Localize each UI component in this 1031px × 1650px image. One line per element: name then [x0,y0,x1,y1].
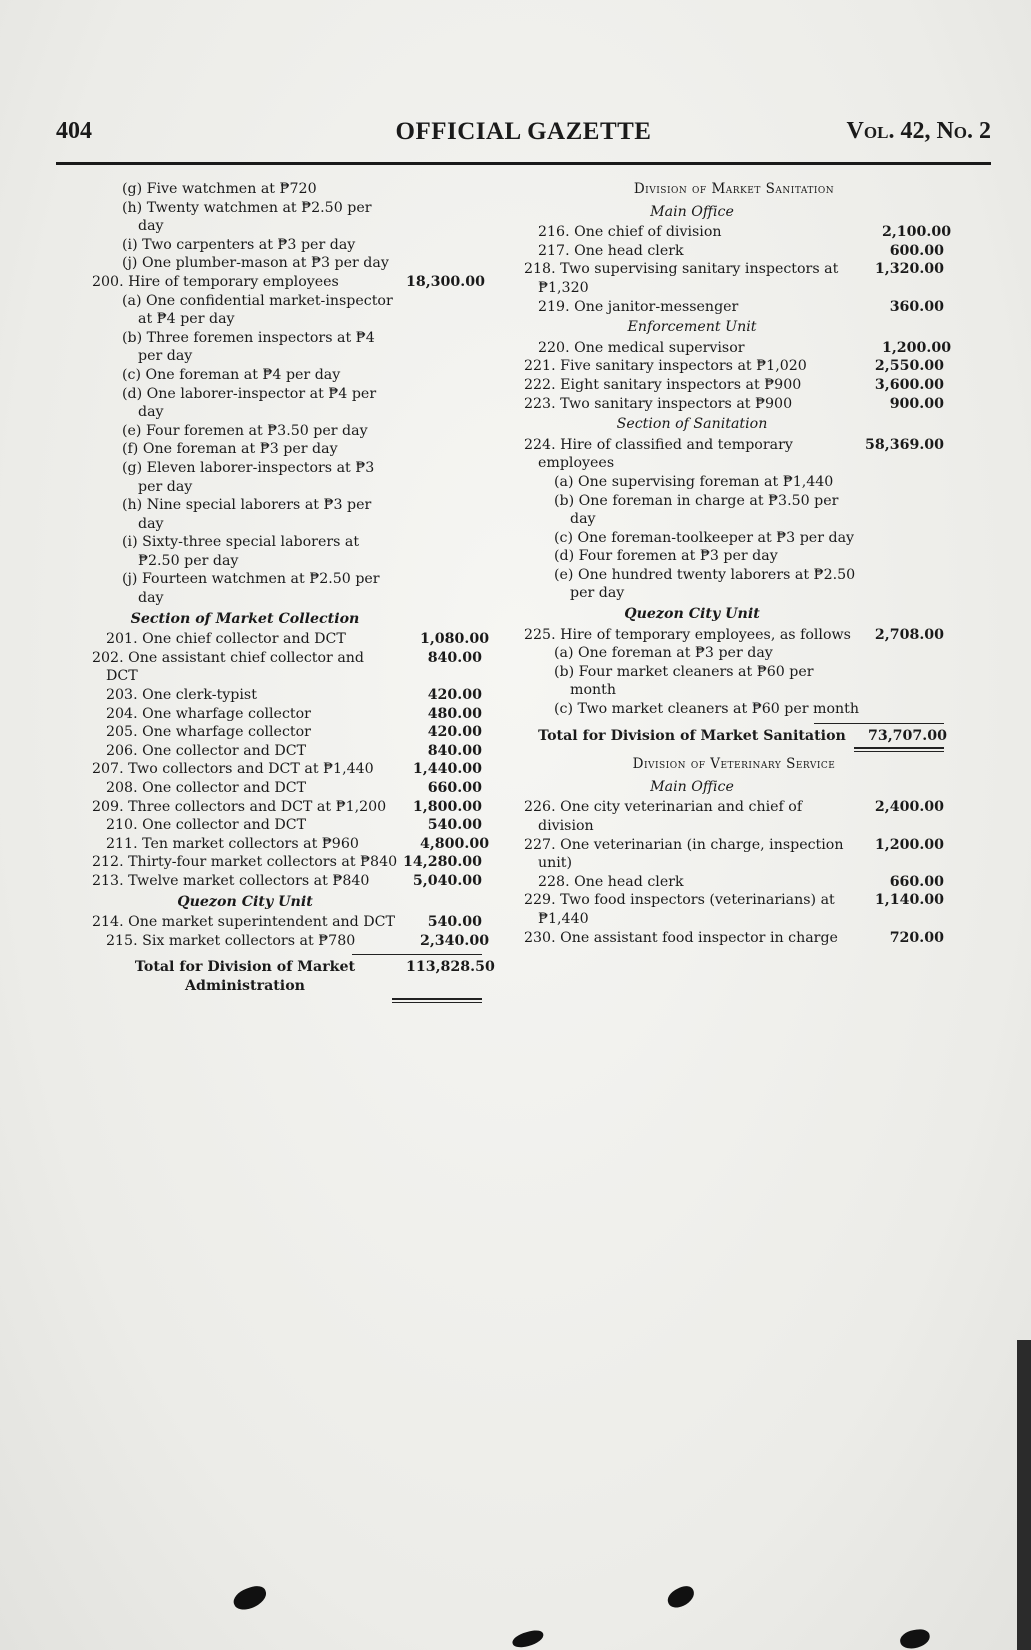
line-item: 211. Ten market collectors at ₱960 4,800.00 [106,835,490,852]
office-heading: Main Office [650,203,734,220]
sub-item: (c) One foreman at ₱4 per day [122,366,341,383]
ink-blot [231,1583,270,1613]
sub-item: (i) Sixty-three special laborers at ₱2.50 per day [122,534,360,569]
line-item: 213. Twelve market collectors at ₱840 5,040.00 [92,872,482,889]
line-item: 215. Six market collectors at ₱780 2,340.00 [106,932,490,949]
line-item: 209. Three collectors and DCT at ₱1,200 1,800.00 [92,798,482,815]
unit-heading: Quezon City Unit [624,606,760,623]
line-item: 202. One assistant chief collector and DCT 840.00 [92,649,482,685]
item-200: 200. Hire of temporary employees 18,300.00 [92,273,485,290]
line-item: 223. Two sanitary inspectors at ₱900 900.00 [524,395,944,412]
amount: 18,300.00 [406,273,485,290]
unit-heading: Quezon City Unit [177,893,313,910]
office-heading: Main Office [650,778,734,795]
line-item: 221. Five sanitary inspectors at ₱1,020 2,550.00 [524,358,944,375]
sub-item: (d) Four foremen at ₱3 per day [554,548,778,565]
page-number: 404 [56,118,92,144]
sub-item: (a) One confidential market-inspector at ₱4 per day [122,292,393,328]
line-item: 207. Two collectors and DCT at ₱1,440 1,440.00 [92,761,482,778]
sub-item: (b) Three foremen inspectors at ₱4 per day [122,329,375,365]
division-heading: Division of Market Sanitation [633,181,835,197]
line-item: 220. One medical supervisor 1,200.00 [538,339,952,356]
line-item: 217. One head clerk 600.00 [538,242,944,259]
header-rule [56,162,991,165]
item-224: 224. Hire of classified and temporary employees 58,369.00 [524,436,944,472]
line-item: 226. One city veterinarian and chief of division 2,400.00 [524,799,944,834]
division-total: Total for Division of Market Sanitation 73,707.00 [538,727,947,744]
line-item: 229. Two food inspectors (veterinarians) at ₱1,440 1,140.00 [524,892,944,927]
line-item: 228. One head clerk 660.00 [538,873,944,890]
ink-blot [511,1628,546,1650]
sub-item: (c) Two market cleaners at ₱60 per month [554,701,860,718]
line-item: 222. Eight sanitary inspectors at ₱900 3,600.00 [524,376,944,393]
line-item: 214. One market superintendent and DCT 540.00 [92,914,482,931]
double-rule [524,745,944,755]
publication-title: OFFICIAL GAZETTE [395,118,652,145]
sub-item: (a) One foreman at ₱3 per day [554,645,773,662]
line-item: (g) Five watchmen at ₱720 [122,181,317,197]
sub-item: (b) Four market cleaners at ₱60 per month [554,663,814,699]
line-item: 216. One chief of division 2,100.00 [538,224,952,241]
left-column [92,180,495,1006]
line-item: (i) Two carpenters at ₱3 per day [122,236,356,253]
sub-item: (e) Four foremen at ₱3.50 per day [122,422,368,439]
line-item: 205. One wharfage collector 420.00 [106,724,482,741]
sub-item: (c) One foreman-toolkeeper at ₱3 per day [554,529,855,546]
volume-number: Vol. 42, No. 2 [846,118,991,144]
division-heading: Division of Veterinary Service [632,756,836,773]
sub-item: (h) Nine special laborers at ₱3 per day [122,497,372,532]
scan-edge-shadow [1017,1340,1031,1650]
line-item: 208. One collector and DCT 660.00 [106,780,482,796]
item-225: 225. Hire of temporary employees, as follows 2,708.00 [524,626,944,643]
ink-blot [899,1628,932,1650]
sub-item: (b) One foreman in charge at ₱3.50 per day [554,492,839,528]
double-rule [92,996,482,1006]
division-total: Total for Division of Market Administration 113,828.50 [134,959,495,994]
right-column [524,180,952,947]
line-item: 219. One janitor-messenger 360.00 [538,298,944,315]
sub-item: (g) Eleven laborer-inspectors at ₱3 per day [122,459,375,495]
page-header [56,118,991,158]
line-item: 218. Two supervising sanitary inspectors at ₱1,320 1,320.00 [524,261,944,296]
sub-item: (e) One hundred twenty laborers at ₱2.50 per day [554,566,856,602]
sub-item: (f) One foreman at ₱3 per day [122,441,338,458]
ink-blot [665,1583,698,1611]
line-item: 227. One veterinarian (in charge, inspection unit) 1,200.00 [524,836,944,872]
line-item: 210. One collector and DCT 540.00 [106,817,482,834]
line-item: 201. One chief collector and DCT 1,080.00 [106,631,490,648]
total-amount: 73,707.00 [868,727,947,744]
line-item: 206. One collector and DCT 840.00 [106,742,482,759]
total-rule [92,950,482,958]
line-item: (h) Twenty watchmen at ₱2.50 per day [122,199,372,235]
total-amount: 113,828.50 [406,959,495,976]
sub-item: (a) One supervising foreman at ₱1,440 [554,473,834,490]
line-item: 203. One clerk-typist 420.00 [106,687,482,704]
section-heading: Section of Market Collection [130,610,360,627]
line-item: 204. One wharfage collector 480.00 [106,705,482,722]
total-rule [524,719,944,727]
sub-item: (j) Fourteen watchmen at ₱2.50 per day [122,571,380,607]
line-item: (j) One plumber-mason at ₱3 per day [122,255,389,272]
unit-heading: Enforcement Unit [627,319,757,336]
section-heading: Section of Sanitation [616,416,768,433]
line-item: 212. Thirty-four market collectors at ₱840 14,280.00 [92,854,482,871]
sub-item: (d) One laborer-inspector at ₱4 per day [122,385,377,421]
line-item: 230. One assistant food inspector in charge 720.00 [524,929,944,946]
